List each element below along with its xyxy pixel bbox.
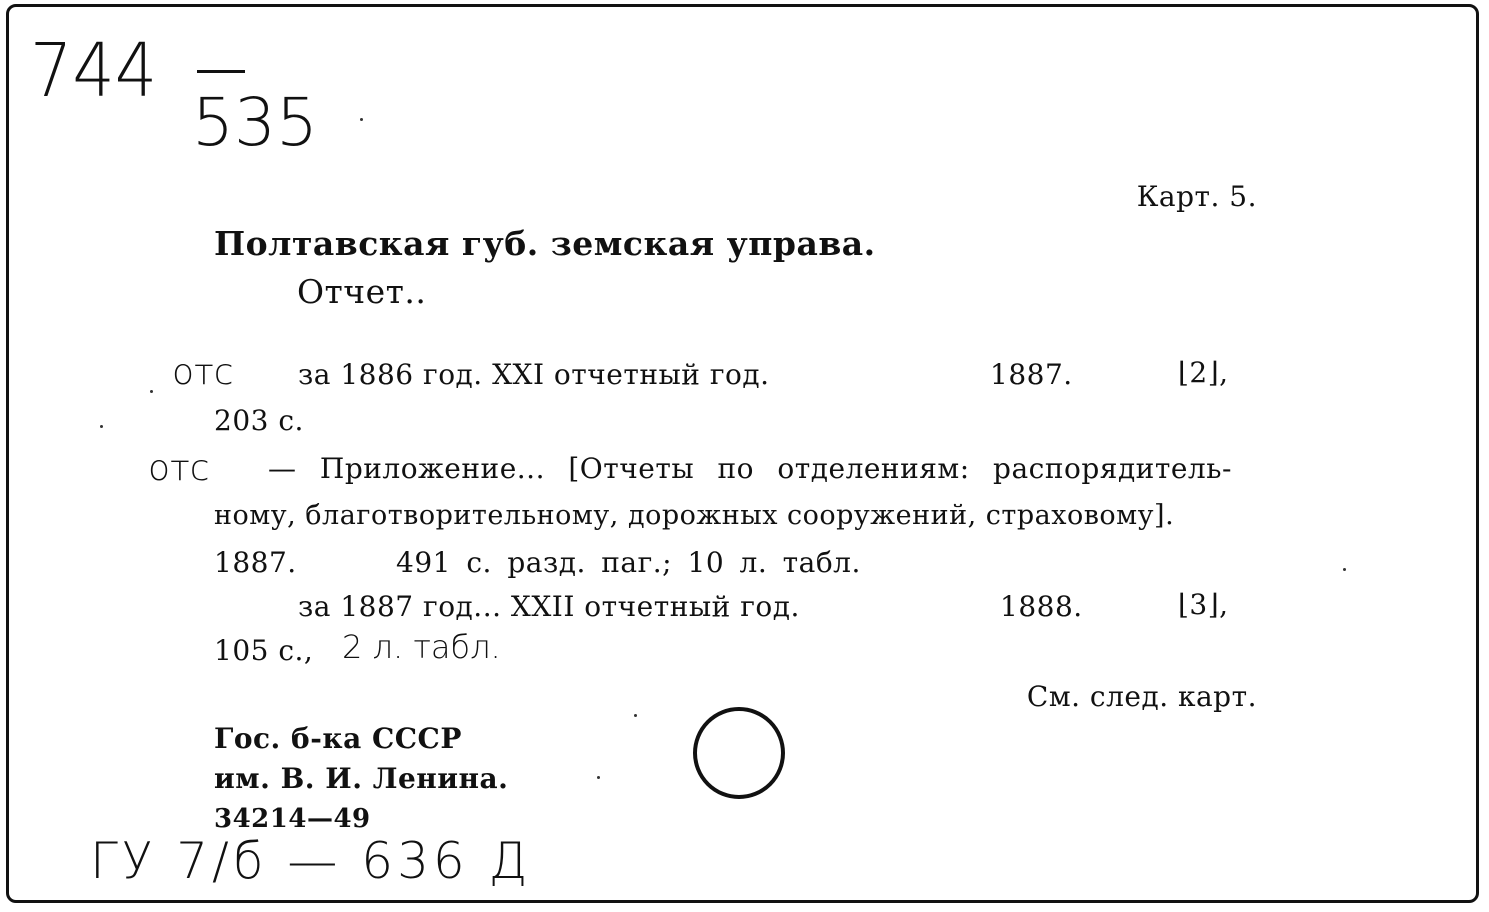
speck xyxy=(360,118,363,121)
entry-1-pages: 203 с. xyxy=(214,404,304,437)
author-heading: Полтавская губ. земская управа. xyxy=(214,224,876,263)
entry-2-year: 1887. xyxy=(214,546,297,579)
library-line-3: 34214—49 xyxy=(214,804,371,834)
speck xyxy=(150,390,153,393)
entry-3-text: за 1887 год... XXII отчетный год. xyxy=(298,590,800,623)
entry-1-index: ⌊2⌋, xyxy=(1178,356,1229,389)
library-line-1: Гос. б-ка СССР xyxy=(214,722,462,755)
entry-2-mark: отс xyxy=(148,448,210,489)
entry-2-line-1-text: — Приложение... [Отчеты по отделениям: распорядитель- xyxy=(268,452,1232,485)
see-next-card: См. след. карт. xyxy=(1026,680,1257,713)
call-number-top: 744 xyxy=(30,28,158,114)
entry-1-text: за 1886 год. XXI отчетный год. xyxy=(298,358,770,391)
entry-1-year: 1887. xyxy=(990,358,1073,391)
punch-hole xyxy=(693,707,785,799)
speck xyxy=(100,425,103,428)
entry-3-year: 1888. xyxy=(1000,590,1083,623)
call-number-overline xyxy=(197,70,245,73)
entry-3-handwritten-tables: 2 л. табл. xyxy=(342,628,501,666)
entry-3-index: ⌊3⌋, xyxy=(1178,588,1229,621)
title-heading: Отчет.. xyxy=(297,272,427,311)
speck xyxy=(597,776,600,779)
call-number-top-sub: 535 xyxy=(192,84,318,161)
entry-2-rest: 491 с. разд. паг.; 10 л. табл. xyxy=(396,546,861,579)
entry-2-line-1 xyxy=(268,452,1258,485)
card-number: Карт. 5. xyxy=(1136,180,1257,213)
entry-2-line-2: ному, благотворительному, дорожных сооружений, страховому]. xyxy=(214,500,1175,531)
speck xyxy=(1343,568,1346,571)
call-number-bottom: ГУ 7/б — 636 Д xyxy=(90,832,532,890)
entry-3-pages: 105 с., xyxy=(214,634,314,667)
speck xyxy=(634,714,637,717)
entry-1-mark: отс xyxy=(172,352,234,393)
library-line-2: им. В. И. Ленина. xyxy=(214,762,509,795)
